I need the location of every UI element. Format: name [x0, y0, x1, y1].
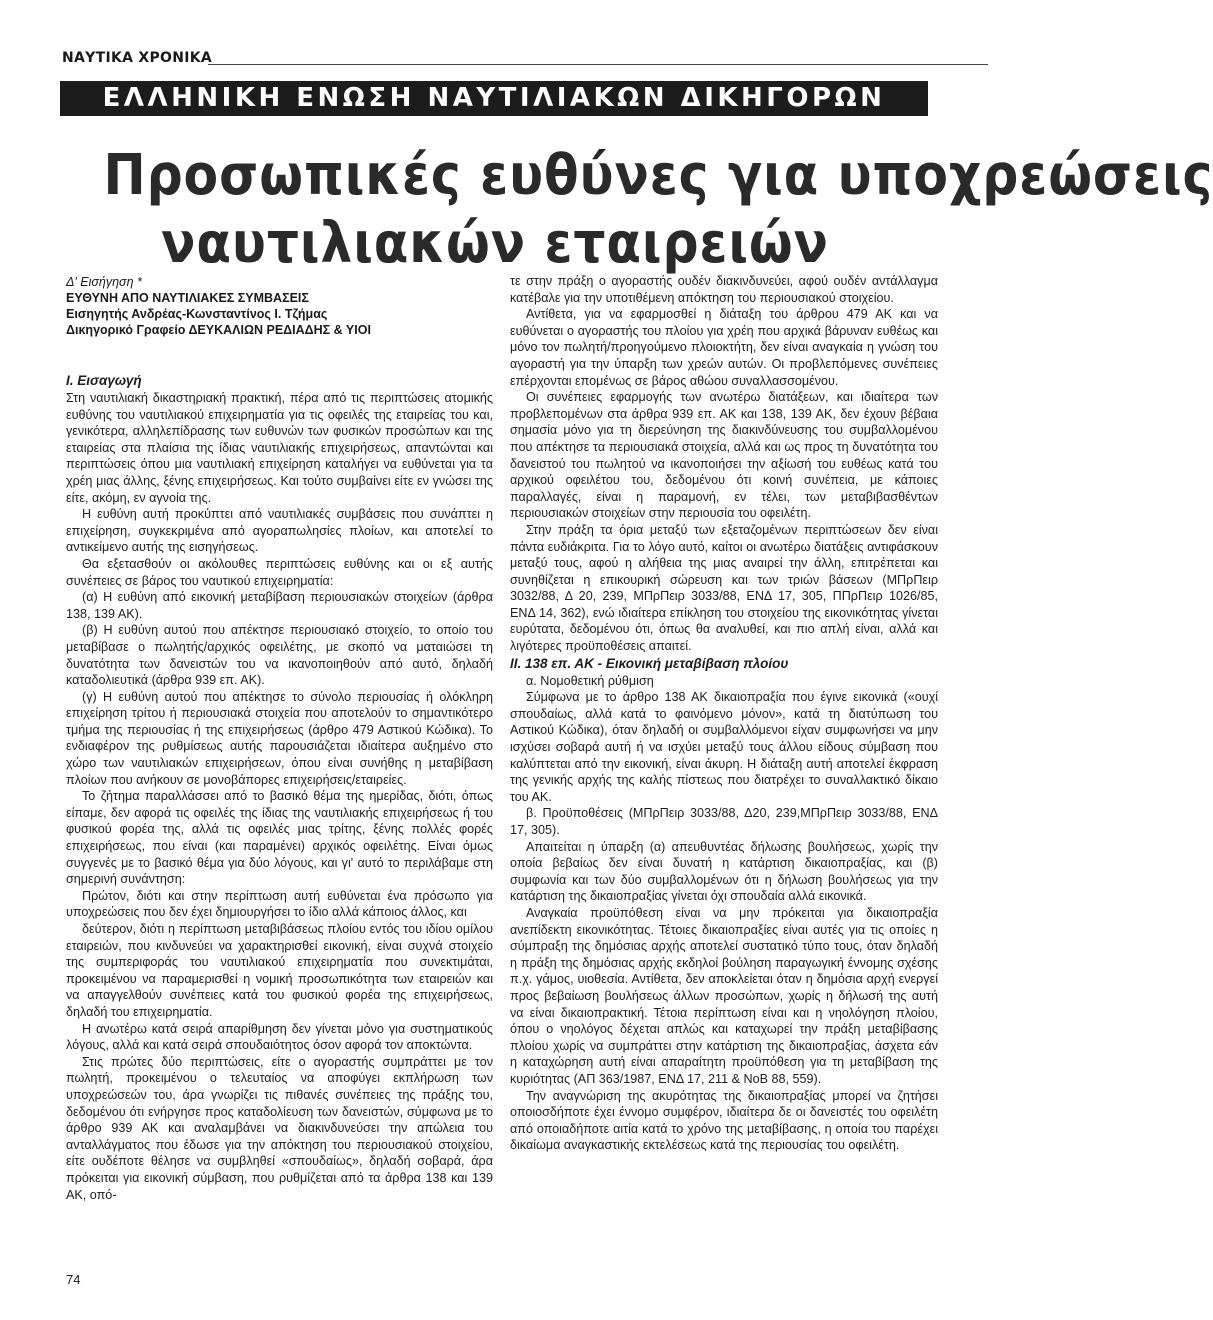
- paragraph: Το ζήτημα παραλλάσσει από το βασικό θέμα της ημερίδας, διότι, όπως είπαμε, δεν αφορά τις οφειλές της ίδιας της ναυτιλιακής επιχειρήσεως ή του φυσικού φορέα της, αλλά τις οφειλές μιας τρίτης, ξένης πολλές φορές επιχειρήσεως, που είναι (και παραμένει) αρχικός οφειλέτης. Είναι όμως συγγενές με το βασικό θέμα για δύο λόγους, και γι' αυτό το περιλάβαμε στη σημερινή συνάντηση:: [66, 789, 493, 887]
- paragraph: δεύτερον, διότι η περίπτωση μεταβιβάσεως πλοίου εντός του ιδίου ομίλου εταιρειών, που κινδυνεύει να χαρακτηρισθεί εικονική, είναι συχνά στοιχείο της συμπεριφοράς του ναυτιλιακού επιχειρηματία που συνεκτιμάται, προκειμένου να παραμερισθεί η νομική προσωπικότητα των εταιρειών και να απαγγελθούν συνέπειες κατά του φυσικού φορέα της επιχειρήσεως, δηλαδή του επιχειρηματία.: [66, 922, 493, 1019]
- paragraph: Απαιτείται η ύπαρξη (α) απευθυντέας δήλωσης βουλήσεως, χωρίς την οποία βεβαίως δεν είναι δυνατή η κατάρτιση δικαιοπραξίας, και (β) συμφωνία και των δύο συμβαλλομένων ότι η δήλωση βουλήσεως για την κατάρτιση της δικαιοπραξίας γίνεται όχι σπουδαία αλλά εικονικά.: [510, 839, 938, 904]
- paragraph: Αναγκαία προϋπόθεση είναι να μην πρόκειται για δικαιοπραξία ανεπίδεκτη εικονικότητας. Τέτοιες δικαιοπραξίες είναι αυτές για τις οποίες η σύμπραξη της δημόσιας αρχής αποτελεί συστατικό τύπο τους, όταν δηλαδή η πράξη της δημόσιας αρχής εκδηλοί βούληση παραγωγική έννομης σχέσης π.χ. γάμος, υιοθεσία. Αντίθετα, δεν αποκλείεται όταν η δημόσια αρχή ενεργεί προς βεβαίωση βουλήσεως άλλων προσώπων, χωρίς η δήλωσή της αυτή να είναι δικαιοπρακτική. Τέτοια περίπτωση είναι και η νηολόγηση πλοίου, όπου ο νηολόγος δέχεται απλώς και καταχωρεί την πράξη μεταβίβασης πλοίου χωρίς να συμπράττει στην κατάρτιση της δικαιοπραξίας, άσχετα εάν η καταχώρηση αυτή είναι απαραίτητη προϋπόθεση για τη μεταβίβαση της κυριότητας (ΑΠ 363/1987, ΕΝΔ 17, 211 & ΝοΒ 88, 559).: [510, 905, 938, 1086]
- paragraph: Στην πράξη τα όρια μεταξύ των εξεταζομένων περιπτώσεων δεν είναι πάντα ευδιάκριτα. Για το λόγο αυτό, καίτοι οι ανωτέρω διατάξεις αντιφάσκουν μεταξύ τους, αφού η αλήθεια της μιας αναιρεί την άλλη, επιτρέπεται και συνηθίζεται η επικουρική σώρευση και των τριών βάσεων (ΜΠρΠειρ 3032/88, Δ 20, 239, ΜΠρΠειρ 3033/88, ΕΝΔ 17, 305, ΠΠρΠειρ 1026/85, ΕΝΔ 14, 362), ενώ ιδιαίτερα επίκληση του στοιχείου της εικονικότητας γίνεται ευρύτατα, δεδομένου ότι, όπως θα αναλυθεί, και πιο απλή είναι, αλλά και λιγότερες προϋποθέσεις απαιτεί.: [510, 522, 938, 654]
- paragraph: Η ανωτέρω κατά σειρά απαρίθμηση δεν γίνεται μόνο για συστηματικούς λόγους, αλλά και κατά σειρά σπουδαιότητος όσον αφορά τον αποκτώντα.: [66, 1021, 493, 1053]
- law-firm: Δικηγορικό Γραφείο ΔΕΥΚΑΛΙΩΝ ΡΕΔΙΑΔΗΣ & ΥΙΟΙ: [66, 323, 371, 337]
- header-rule: [208, 64, 988, 65]
- article-title-line-1: Προσωπικές ευθύνες για υποχρεώσεις: [103, 143, 1213, 208]
- paragraph: Η ευθύνη αυτή προκύπτει από ναυτιλιακές συμβάσεις που συνάπτει η επιχείρηση, συγκεκριμένα από αγοραπωλησίες πλοίων, και αποτελεί το αντικείμενο αυτής της εισηγήσεως.: [66, 507, 493, 555]
- paragraph: Αντίθετα, για να εφαρμοσθεί η διάταξη του άρθρου 479 ΑΚ και να ευθύνεται ο αγοραστής του πλοίου για χρέη που αρχικά βάρυναν ευθέως και μόνο τον πωλητή/προηγούμενο πλοιοκτήτη, δεν είναι αναγκαία η γνώση του αγοραστή για την ύπαρξη των χρεών αυτών. Οι προβλεπόμενες συνέπειες επέρχονται επομένως σε βάρος αθώου συναλλασσομένου.: [510, 307, 938, 388]
- page-number: 74: [66, 1272, 81, 1287]
- paragraph: (γ) Η ευθύνη αυτού που απέκτησε το σύνολο περιουσίας ή ολόκληρη επιχείρηση τρίτου ή περιουσιακά στοιχεία που αποτελούν το σημαντικότερο τμήμα της περιουσίας ή της επιχειρήσεως (άρθρο 479 Αστικού Κώδικα). Το ενδιαφέρον της ρυθμίσεως αυτής παρουσιάζεται ιδιαίτερα αυξημένο στο χώρο των ναυτιλιακών επιχειρήσεων, όπου είναι συνήθης η μεταβίβαση πλοίων που ανήκουν σε μονοβάπορες επιχειρήσεις/εταιρείες.: [66, 689, 493, 787]
- paragraph: α. Νομοθετική ρύθμιση: [526, 673, 654, 688]
- column-left: [66, 372, 493, 1203]
- section-heading-introduction: Ι. Εισαγωγή: [66, 373, 142, 388]
- lecture-number: Δ' Εισήγηση *: [66, 275, 142, 289]
- speaker: Εισηγητής Ανδρέας-Κωνσταντίνος Ι. Τζήμας: [66, 307, 328, 321]
- association-banner: ΕΛΛΗΝΙΚΗ ΕΝΩΣΗ ΝΑΥΤΙΛΙΑΚΩΝ ΔΙΚΗΓΟΡΩΝ: [60, 81, 928, 116]
- paragraph: Οι συνέπειες εφαρμογής των ανωτέρω διατάξεων, και ιδιαίτερα των προβλεπομένων στα άρθρα 939 επ. ΑΚ και 138, 139 ΑΚ, δεν έχουν βέβαια σημασία μόνο για τη διερεύνηση της διακινδύνευσης του συμβαλλομένου που απέκτησε τα περιουσιακά στοιχεία, αλλά και ως προς τη δυνατότητα του δανειστού του πωλητού να ικανοποιήσει την αξίωσή του ευθέως κατά του αρχικού οφειλέτου του, δεδομένου ότι κοινή συνέπεια, με κάποιες παραλλαγές, είναι η παραμονή, εν τέλει, των μεταβιβασθέντων περιουσιακών στοιχείων στην περιουσία του οφειλέτη.: [510, 390, 938, 521]
- section-heading-fictitious-transfer: ΙΙ. 138 επ. ΑΚ - Εικονική μεταβίβαση πλοίου: [510, 655, 789, 671]
- paragraph: Στις πρώτες δύο περιπτώσεις, είτε ο αγοραστής συμπράττει με τον πωλητή, προκειμένου ο τελευταίος να αποφύγει εκπλήρωση των υποχρεώσεών του, άρα γνωρίζει τις πιθανές συνέπειες της πράξης του, δεδομένου ότι ενήργησε προς καταδολίευση των δανειστών, σύμφωνα με το άρθρο 939 ΑΚ και αναλαμβάνει να διακινδυνεύσει την απώλεια του ανταλλάγματος που έδωσε για την απόκτηση του περιουσιακού στοιχείου, είτε ουδέποτε θέλησε να συμβληθεί «σπουδαίως», δηλαδή σοβαρά, άρα πρόκειται για εικονική σύμβαση, που ρυθμίζεται από τα άρθρα 138 και 139 ΑΚ, οπό-: [66, 1054, 493, 1202]
- paragraph: Πρώτον, διότι και στην περίπτωση αυτή ευθύνεται ένα πρόσωπο για υποχρεώσεις που δεν έχει δημιουργήσει το ίδιο αλλά κάποιος άλλος, και: [66, 888, 493, 920]
- article-meta: [66, 274, 496, 338]
- paragraph: τε στην πράξη ο αγοραστής ουδέν διακινδυνεύει, αφού ουδέν αντάλλαγμα κατέβαλε για την υποτιθέμενη απόκτηση του περιουσιακού στοιχείου.: [510, 274, 938, 305]
- lecture-topic: ΕΥΘΥΝΗ ΑΠΟ ΝΑΥΤΙΛΙΑΚΕΣ ΣΥΜΒΑΣΕΙΣ: [66, 291, 309, 305]
- paragraph: (α) Η ευθύνη από εικονική μεταβίβαση περιουσιακών στοιχείων (άρθρα 138, 139 ΑΚ).: [66, 590, 493, 621]
- running-head: ΝΑΥΤΙΚΑ ΧΡΟΝΙΚΑ: [62, 50, 213, 66]
- paragraph: Σύμφωνα με το άρθρο 138 ΑΚ δικαιοπραξία που έγινε εικονικά («ουχί σπουδαίως, αλλά κατά το φαινόμενο μόνον», κατά τη διατύπωση του Αστικού Κώδικα), όταν δηλαδή οι συμβαλλόμενοι είχαν συμφωνήσει να μην ισχύσει σοβαρά αυτή ή να ισχύει μεταξύ τους άλλου είδους σύμβαση που καλύπτεται από την εικονική, είναι άκυρη. Η διάταξη αυτή αποτελεί έκφραση της γενικής αρχής της καλής πίστεως που διατρέχει το συναλλακτικό δίκαιο του ΑΚ.: [510, 690, 938, 804]
- paragraph: Στη ναυτιλιακή δικαστηριακή πρακτική, πέρα από τις περιπτώσεις ατομικής ευθύνης του ναυτιλιακού επιχειρηματία για τις οφειλές της εταιρείας του και, γενικότερα, αλληλεπίδρασης των ευθυνών των φυσικών προσώπων και της εταιρείας στα πλαίσια της ίδιας ναυτιλιακής επιχειρήσεως, απαντώνται και περιπτώσεις όπου μια ναυτιλιακή επιχείρηση καταλήγει να ευθύνεται για τα χρέη μιας άλλης, ξένης επιχειρήσεως. Και τούτο συμβαίνει είτε εν γνώσει της είτε, ακόμη, εν αγνοία της.: [66, 391, 493, 505]
- paragraph: (β) Η ευθύνη αυτού που απέκτησε περιουσιακό στοιχείο, το οποίο του μεταβίβασε ο πωλητής/αρχικός οφειλέτης, με σκοπό να ματαιώσει τη δυνατότητα των δανειστών του να ικανοποιηθούν από αυτό, δηλαδή καταδολιευτικά (άρθρα 939 επ. ΑΚ).: [66, 623, 493, 688]
- paragraph: β. Προϋποθέσεις (ΜΠρΠειρ 3033/88, Δ20, 239,ΜΠρΠειρ 3033/88, ΕΝΔ 17, 305).: [510, 806, 938, 837]
- paragraph: Θα εξετασθούν οι ακόλουθες περιπτώσεις ευθύνης και οι εξ αυτής συνέπειες σε βάρος του ναυτικού επιχειρηματία:: [66, 556, 493, 588]
- paragraph: Την αναγνώριση της ακυρότητας της δικαιοπραξίας μπορεί να ζητήσει οποιοσδήποτε έχει έννομο συμφέρον, ιδιαίτερα δε οι δανειστές του οφειλέτη από οποιαδήποτε αιτία κατά το χρόνο της μεταβίβασης, η οποία του παρέχει δικαίωμα αναγκαστικής εκτελέσεως κατά της περιουσίας του οφειλέτη.: [510, 1088, 938, 1153]
- article-title-line-2: ναυτιλιακών εταιρειών: [161, 211, 829, 276]
- column-right: [510, 273, 938, 1154]
